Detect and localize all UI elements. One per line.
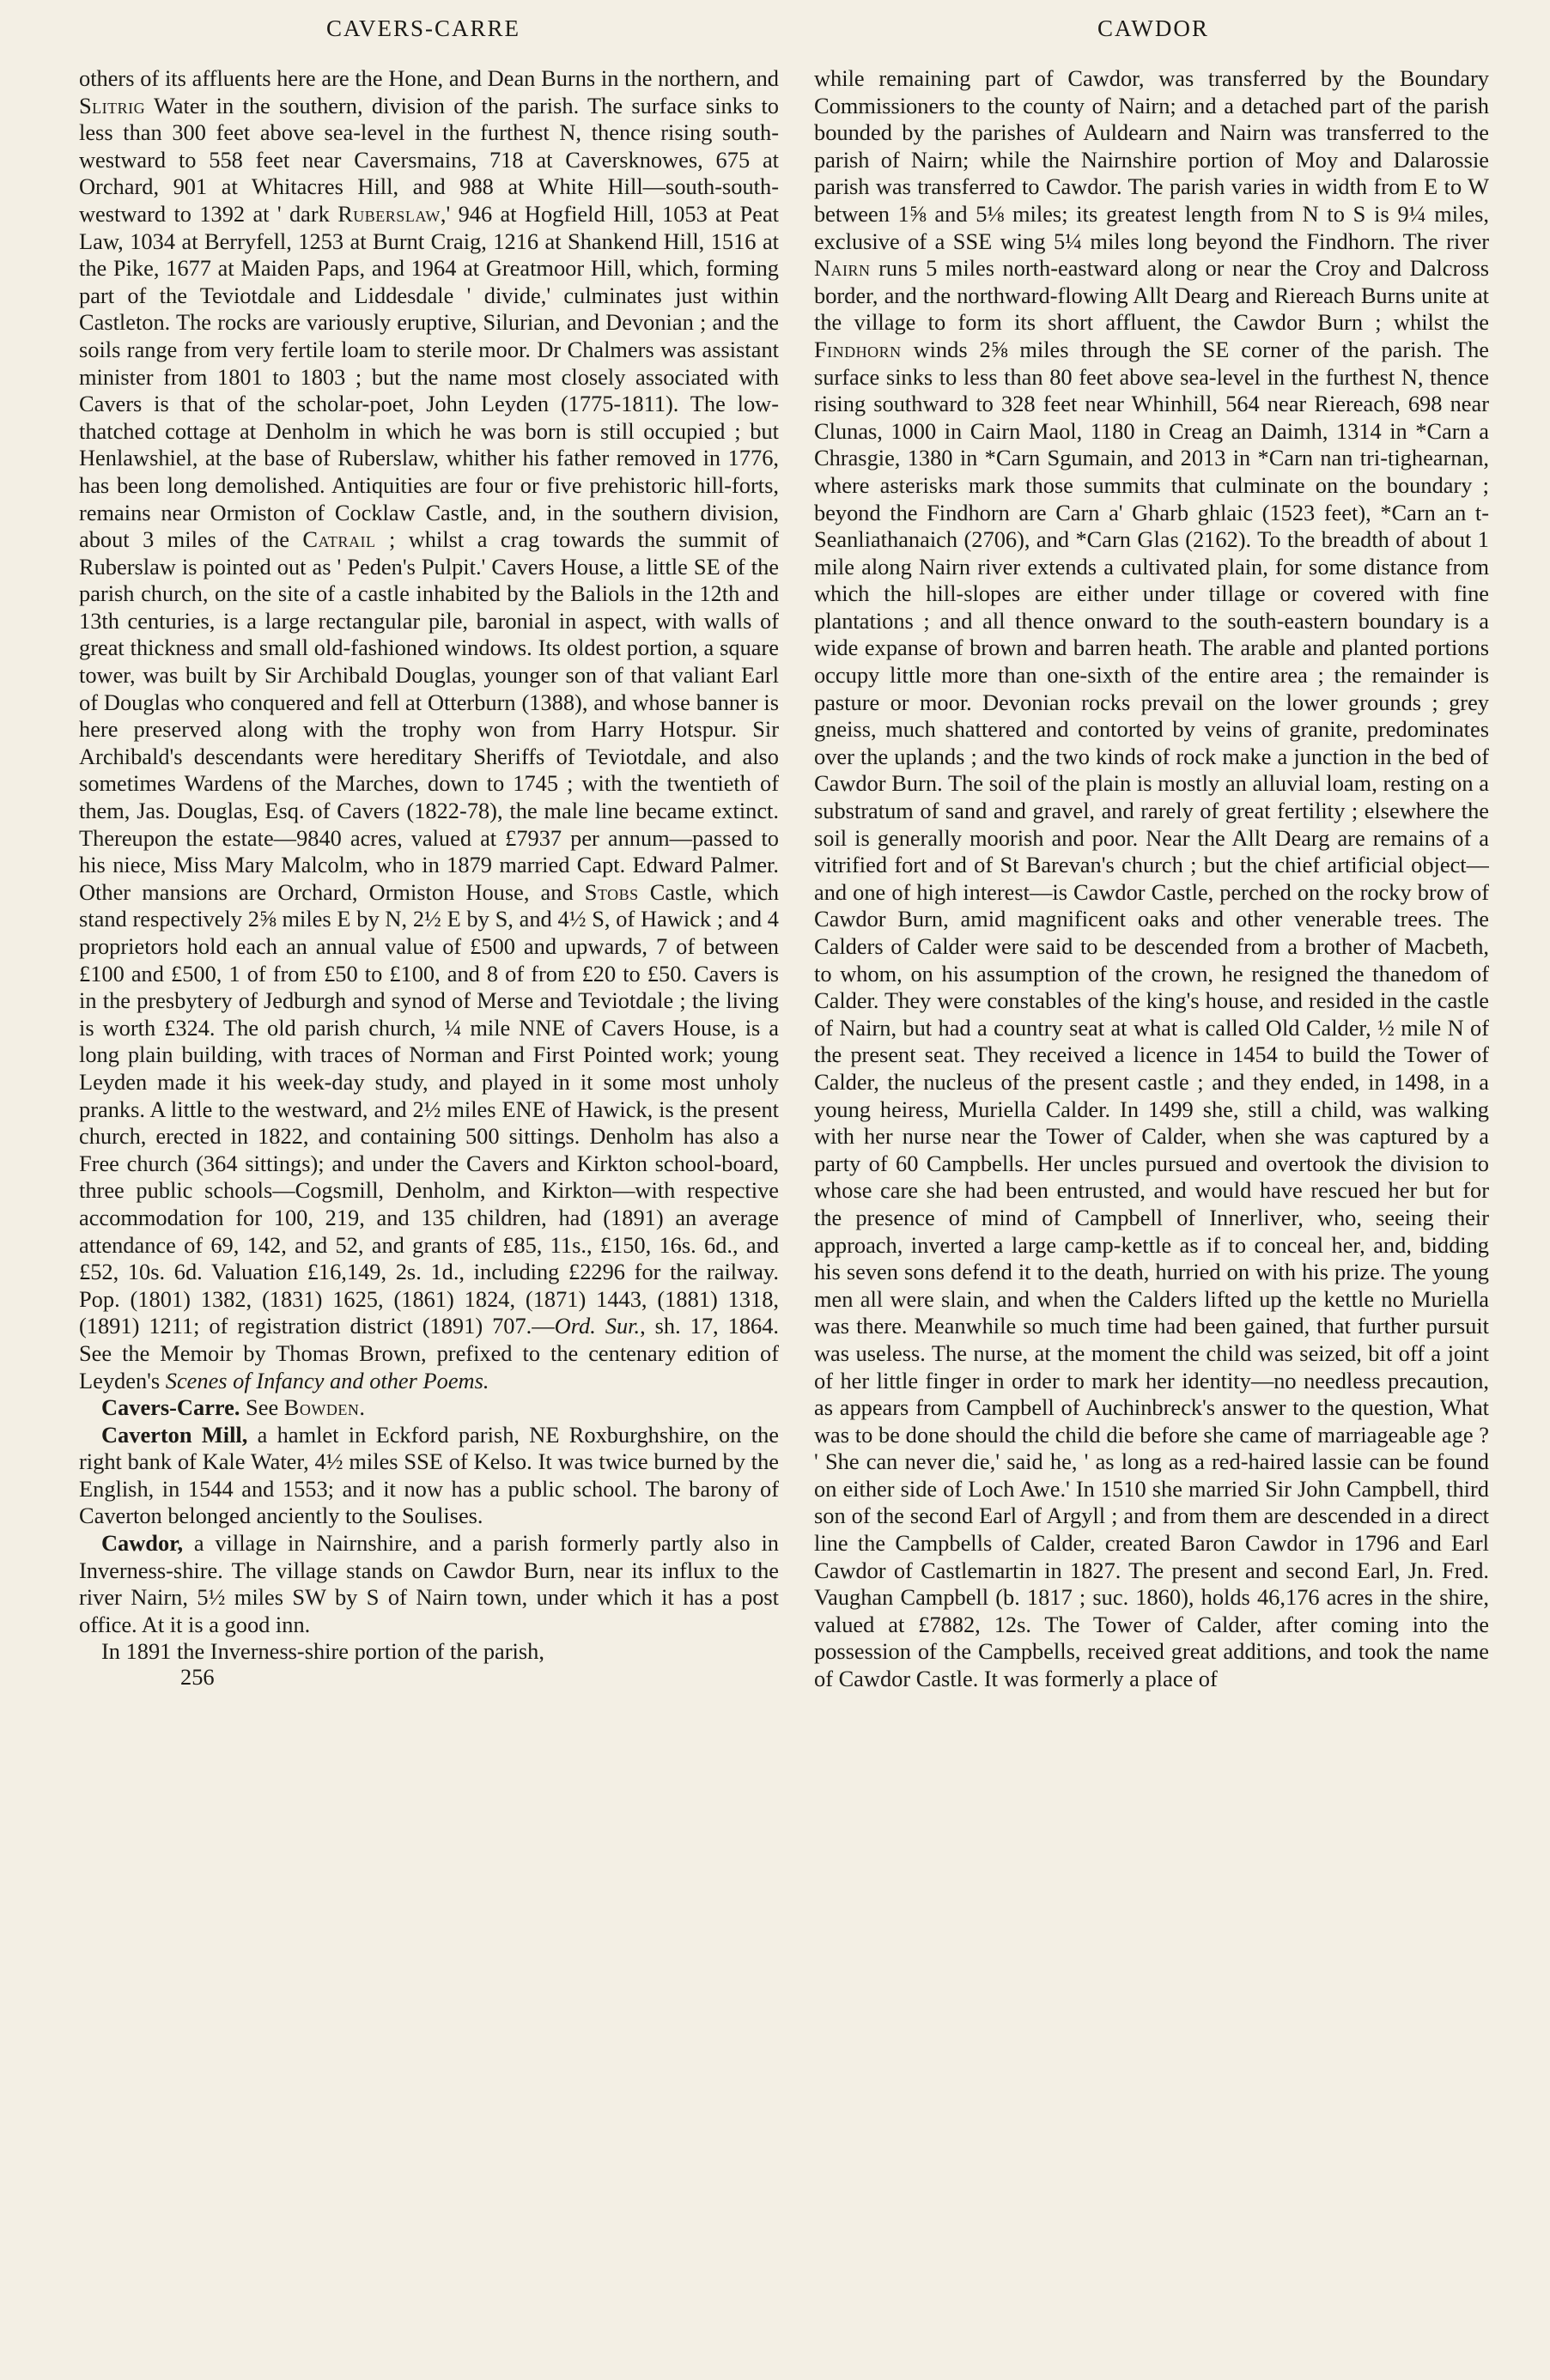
right-column xyxy=(814,65,1489,2375)
text-run: ; whilst a crag towards the summit of Ruberslaw is pointed out as ' Peden's Pulpit.' Cavers House, a little SE of the parish church, on the site of a castle inhabited by the Baliols in the 12th and 13th centuries, is a large rectangular pile, baronial in aspect, with walls of great thickness and small old-fashioned windows. Its oldest portion, a square tower, was built by Sir Archibald Douglas, younger son of that valiant Earl of Douglas who conquered and fell at Otterburn (1388), and whose banner is here preserved along with the trophy won from Harry Hotspur. Sir Archibald's descendants were hereditary Sheriffs of Teviotdale, and also sometimes Wardens of the Marches, down to 1745 ; with the twentieth of them, Jas. Douglas, Esq. of Cavers (1822-78), the male line became extinct. Thereupon the estate—9840 acres, valued at £7937 per annum—passed to his niece, Miss Mary Malcolm, who in 1879 married Capt. Edward Palmer. Other mansions are Orchard, Ormiston House, and xyxy=(79,526,779,905)
running-head-right: CAWDOR xyxy=(1097,15,1209,41)
entry-cawdor-paragraph xyxy=(79,1638,779,1666)
entry-headword: Cawdor, xyxy=(101,1530,184,1557)
page-number: 256 xyxy=(180,1664,215,1691)
text-run: Castle, which stand respectively 2⅝ miles E by N, 2½ E by S, and 4½ S, of Hawick ; and 4 proprietors hold each an annual value of £500 and upwards, 7 of between £100 and £500, 1 of from £50 to £100, and 8 of from £20 to £50. Cavers is in the presbytery of Jedburgh and synod of Merse and Teviotdale ; the living is worth £324. The old parish church, ¼ mile NNE of Cavers House, is a long plain building, with traces of Norman and First Pointed work; young Leyden made it his week-day study, and played in it some most unholy pranks. A little to the westward, and 2½ miles ENE of Hawick, is the present church, erected in 1822, and containing 500 sittings. Denholm has also a Free church (364 sittings); and under the Cavers and Kirkton school-board, three public schools—Cogsmill, Denholm, and Kirkton—with respective accommodation for 100, 219, and 135 children, had (1891) an average attendance of 69, 142, and 52, and grants of £85, 11s., £150, 16s. 6d., and £52, 10s. 6d. Valuation £16,149, 2s. 1d., including £2296 for the railway. Pop. (1801) 1382, (1831) 1625, (1861) 1824, (1871) 1443, (1881) 1318, (1891) 1211; of registration district (1891) 707.— xyxy=(79,878,779,1339)
text-run: In 1891 the Inverness-shire portion of the parish, xyxy=(101,1638,544,1665)
text-run: See xyxy=(240,1394,284,1421)
entry-cavers-continued xyxy=(79,65,779,1394)
italic-title: Scenes of Infancy and other Poems. xyxy=(165,1367,489,1393)
text-run: , sh. 17, 1864. See the Memoir by Thomas Brown, prefixed to the centenary edition of Leyden's xyxy=(79,1313,779,1393)
running-head-left: CAVERS-CARRE xyxy=(326,15,521,41)
cross-reference: Findhorn xyxy=(814,336,902,362)
entry-cawdor-continued xyxy=(814,65,1489,1693)
text-run: winds 2⅝ miles through the SE corner of the parish. The surface sinks to less than 80 feet above sea-level in the furthest N, thence rising southward to 328 feet near Whinhill, 564 near Riereach, 698 near Clunas, 1000 in Cairn Maol, 1180 in Creag an Daimh, 1314 in *Carn a Chrasgie, 1380 in *Carn Sgumain, and 2013 in *Carn nan tri-tighearnan, where asterisks mark those summits that culminate on the boundary ; beyond the Findhorn are Carn a' Gharb ghlaic (1523 feet), *Carn an t-Seanliathanaich (2706), and *Carn Glas (2162). To the breadth of about 1 mile along Nairn river extends a cultivated plain, for some distance from which the hill-slopes are either under tillage or covered with fine plantations ; and all thence onward to the south-eastern boundary is a wide expanse of brown and barren heath. The arable and planted portions occupy little more than one-sixth of the entire area ; the remainder is pasture or moor. Devonian rocks prevail on the lower grounds ; grey gneiss, much shattered and contorted by veins of granite, predominates over the uplands ; and the two kinds of rock make a junction in the bed of Cawdor Burn. The soil of the plain is mostly an alluvial loam, resting on a substratum of sand and gravel, and rarely of great fertility ; elsewhere the soil is generally moorish and poor. Near the Allt Dearg are remains of a vitrified fort and of St Barevan's church ; but the chief artificial object—and one of high interest—is Cawdor Castle, perched on the rocky brow of Cawdor Burn, amid magnificent oaks and other venerable trees. The Calders of Calder were said to be descended from a brother of Macbeth, to whom, on his assumption of the crown, he resigned the thanedom of Calder. They were constables of the king's house, and resided in the castle of Nairn, but had a country seat at what is called Old Calder, ½ mile N of the present seat. They received a licence in 1454 to build the Tower of Calder, the nucleus of the present castle ; and they ended, in 1498, in a young heiress, Muriella Calder. In 1499 she, still a child, was walking with her nurse near the Tower of Calder, when she was captured by a party of 60 Campbells. Her uncles pursued and overtook the division to whose care she had been entrusted, and would have rescued her but for the presence of mind of Campbell of Innerliver, who, seeing their approach, inverted a large camp-kettle as if to conceal her, and, bidding his seven sons defend it to the death, hurried on with his prize. The young men all were slain, and when the Calders lifted up the kettle no Muriella was there. Meanwhile so much time had been gained, that further pursuit was useless. The nurse, at the moment the child was seized, bit off a joint of her little finger in order to mark her identity—no needless precaution, as appears from Campbell of Auchinbreck's answer to the question, What was to be done should the child die before she came of marriageable age ? ' She can never die,' said he, ' as long as a red-haired lassie can be found on either side of Loch Awe.' In 1510 she married Sir John Campbell, third son of the second Earl of Argyll ; and from them are descended in a direct line the Campbells of Calder, created Baron Cawdor in 1796 and Earl Cawdor of Castlemartin in 1827. The present and second Earl, Jn. Fred. Vaughan Campbell (b. 1817 ; suc. 1860), holds 46,176 acres in the shire, valued at £7882, 12s. The Tower of Calder, after coming into the possession of the Campbells, received great additions, and took the name of Cawdor Castle. It was formerly a place of xyxy=(814,336,1489,1692)
left-column xyxy=(79,65,779,2375)
text-run: ,' 946 at Hogfield Hill, 1053 at Peat Law, 1034 at Berryfell, 1253 at Burnt Craig, 1216 at Shankend Hill, 1516 at the Pike, 1677 at Maiden Paps, and 1964 at Greatmoor Hill, which, forming part of the Teviotdale and Liddesdale ' divide,' culminates just within Castleton. The rocks are variously eruptive, Silurian, and Devonian ; and the soils range from very fertile loam to sterile moor. Dr Chalmers was assistant minister from 1801 to 1803 ; but the name most closely associated with Cavers is that of the scholar-poet, John Leyden (1775-1811). The low-thatched cottage at Denholm in which he was born is still occupied ; but Henlawshiel, at the base of Ruberslaw, whither his father removed in 1776, has been long demolished. Antiquities are four or five prehistoric hill-forts, remains near Ormiston of Cocklaw Castle, and, in the southern division, about 3 miles of the xyxy=(79,200,779,553)
text-run: Water in the southern, division of the parish. The surface sinks to less than 300 feet above sea-level in the furthest N, thence rising south-westward to 558 feet near Caversmains, 718 at Caversknowes, 675 at Orchard, 901 at Whitacres Hill, and 988 at White Hill—south-south-westward to 1392 at ' dark xyxy=(79,92,779,227)
cross-reference: Nairn xyxy=(814,255,871,282)
text-run: runs 5 miles north-eastward along or near the Croy and Dalcross border, and the northward-flowing Allt Dearg and Riereach Burns unite at the village to form its short affluent, the Cawdor Burn ; whilst the xyxy=(814,255,1489,336)
text-run: a hamlet in Eckford parish, NE Roxburghshire, on the right bank of Kale Water, 4½ miles SSE of Kelso. It was twice burned by the English, in 1544 and 1553; and it now has a public school. The barony of Caverton belonged anciently to the Soulises. xyxy=(79,1421,779,1529)
text-run: a village in Nairnshire, and a parish formerly partly also in Inverness-shire. The village stands on Cawdor Burn, near its influx to the river Nairn, 5½ miles SW by S of Nairn town, under which it has a post office. At it is a good inn. xyxy=(79,1530,779,1637)
entry-cavers-carre xyxy=(79,1394,779,1422)
entry-caverton-mill xyxy=(79,1422,779,1530)
entry-cawdor xyxy=(79,1530,779,1638)
italic-citation: Ord. Sur. xyxy=(554,1313,641,1339)
entry-headword: Cavers-Carre. xyxy=(101,1394,240,1421)
cross-reference: Stobs xyxy=(584,878,639,905)
entry-headword: Caverton Mill, xyxy=(101,1421,248,1448)
cross-reference: Slitrig xyxy=(79,92,146,118)
cross-reference: Ruberslaw xyxy=(337,200,441,227)
cross-reference: Catrail xyxy=(302,526,376,553)
cross-reference: Bowden xyxy=(283,1394,360,1421)
text-run: others of its affluents here are the Hone, and Dean Burns in the northern, and xyxy=(79,65,779,91)
text-run: . xyxy=(359,1394,365,1421)
text-run: while remaining part of Cawdor, was transferred by the Boundary Commissioners to the county of Nairn; and a detached part of the parish bounded by the parishes of Auldearn and Nairn was transferred to the parish of Nairn; while the Nairnshire portion of Moy and Dalarossie parish was transferred to Cawdor. The parish varies in width from E to W between 1⅝ and 5⅛ miles; its greatest length from N to S is 9¼ miles, exclusive of a SSE wing 5¼ miles long beyond the Findhorn. The river xyxy=(814,65,1489,254)
